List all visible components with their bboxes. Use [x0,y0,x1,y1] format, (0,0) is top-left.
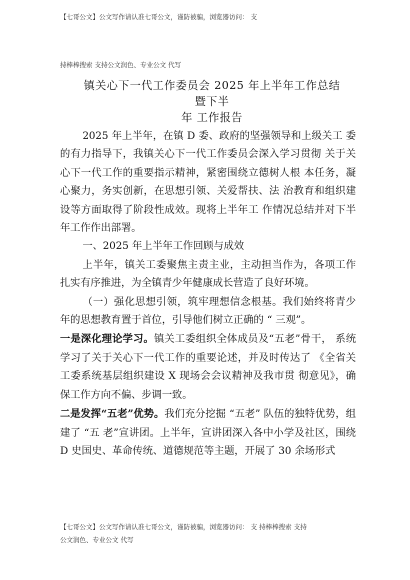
title-line2: 年 工作报告 [181,111,243,124]
subsection-paragraph: （一）强化思想引领，筑牢理想信念根基。我们始终将青少年的思想教育置于首位，引导他们树立正确的 “ 三观”。 [60,296,356,327]
overview-paragraph: 上半年，镇关工委聚焦主责主业，主动担当作为，各项工作扎实有序推进，为全镇青少年健康成长营造了良好环境。 [60,259,356,290]
point-two-paragraph [60,405,356,461]
document-body [60,128,356,461]
header-watermark-line2: 持棒棒搜索 支持公文润色、专业公文 代写 [60,61,182,69]
footer-line2: 公文润色、专业公文 代写 [60,536,134,544]
intro-paragraph: 2025 年上半年，在镇 D 委、政府的坚强领导和上级关工 委的有力指导下，我镇关心下一代工作委员会深入学习贯彻 关于关心下一代工作的重要指示精神，紧密围绕立德树人根 本任务，凝心聚力，务实创新，在思想引领、关爱帮扶、法 治教育和组织建设等方面取得了阶段性成效。现将上半年工 作情况总结并对下半年工作作出部署。 [60,131,356,235]
footer-line1: 【七哥公文】公文写作请认准七哥公文，谨防被骗，浏览器访问： 支 持棒棒搜索 支持 [60,523,307,531]
footer-watermark [60,521,360,547]
point-two-heading: 二是发挥“五老”优势。 [60,408,165,421]
point-two-text: 我们充分挖掘 “五老” 队伍的独特优势，组建了 “五 老”宣讲团。上半年，宣讲团深入各中小学及社区，围绕 D 史国史、革命传统、道德规范等主题，开展了 30 余场形式 [60,409,356,457]
title-line1: 镇关心下一代工作委员会 2025 年上半年工作总结暨下半 [83,79,341,108]
point-one-text: 镇关工委组织全体成员及“五老”骨干， 系统学习了关于关心下一代工作的重要论述，并及时传达了 《全省关工委系统基层组织建设 X 现场会会议精神及我市贯 彻意见》，确保工作方向不偏、步调一致。 [60,334,357,401]
point-one-paragraph [60,330,356,405]
header-watermark-line1: 【七哥公文】公文写作请认准七哥公文，谨防被骗，浏览器访问： 支 [60,13,258,21]
point-one-heading: 一是深化理论学习。 [60,333,154,346]
section-heading: 一、2025 年上半年工作回顾与成效 [82,241,245,253]
document-title [82,78,342,126]
